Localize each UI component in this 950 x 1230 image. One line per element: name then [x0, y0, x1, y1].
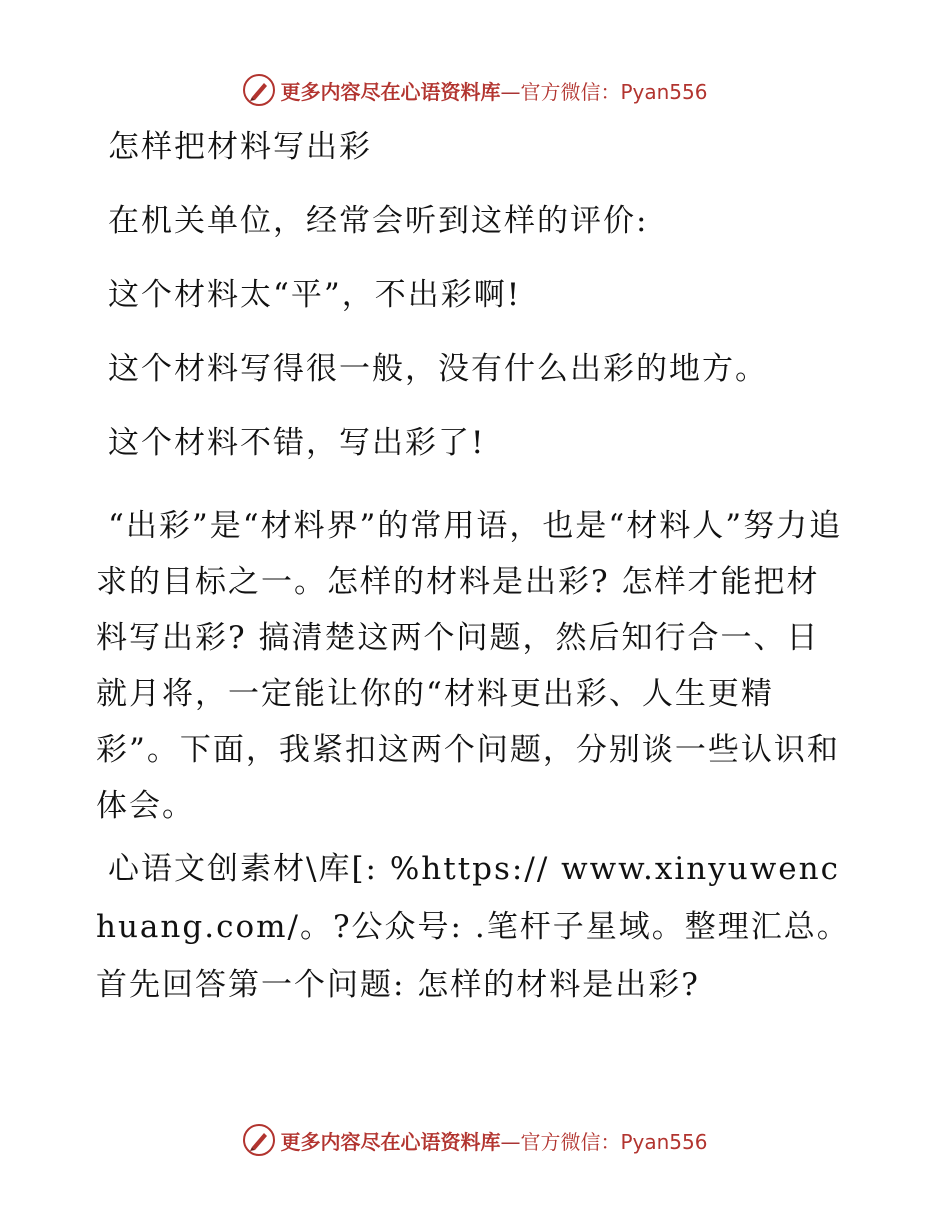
doc-title: 怎样把材料写出彩 [108, 129, 372, 165]
doc-line-4: 这个材料不错，写出彩了! [108, 425, 486, 461]
header-banner [0, 70, 950, 110]
banner-text: 更多内容尽在心语资料库—官方微信：Pyan556 [280, 79, 708, 104]
doc-line-3: 这个材料写得很一般，没有什么出彩的地方。 [108, 351, 768, 387]
doc-line-1: 在机关单位，经常会听到这样的评价: [108, 203, 649, 239]
pen-logo-icon [242, 1123, 276, 1157]
doc-paragraph-1: “出彩”是“材料界”的常用语，也是“材料人”努力追求的目标之一。怎样的材料是出彩? 怎样才能把材料写出彩? 搞清楚这两个问题，然后知行合一、日就月将，一定能让你的“材料更出彩、人生更精彩”。下面，我紧扣这两个问题，分别谈一些认识和体会。 [96, 508, 843, 824]
footer-banner [0, 1120, 950, 1160]
doc-line-2: 这个材料太“平”，不出彩啊! [108, 277, 522, 313]
document-body [96, 120, 850, 1014]
banner-text: 更多内容尽在心语资料库—官方微信：Pyan556 [280, 1129, 708, 1154]
pen-logo-icon [242, 73, 276, 107]
doc-paragraph-2: 心语文创素材\库[: %https:// www.xinyuwenchuang.com/。?公众号: .笔杆子星域。整理汇总。首先回答第一个问题: 怎样的材料是出彩? [96, 851, 850, 1003]
